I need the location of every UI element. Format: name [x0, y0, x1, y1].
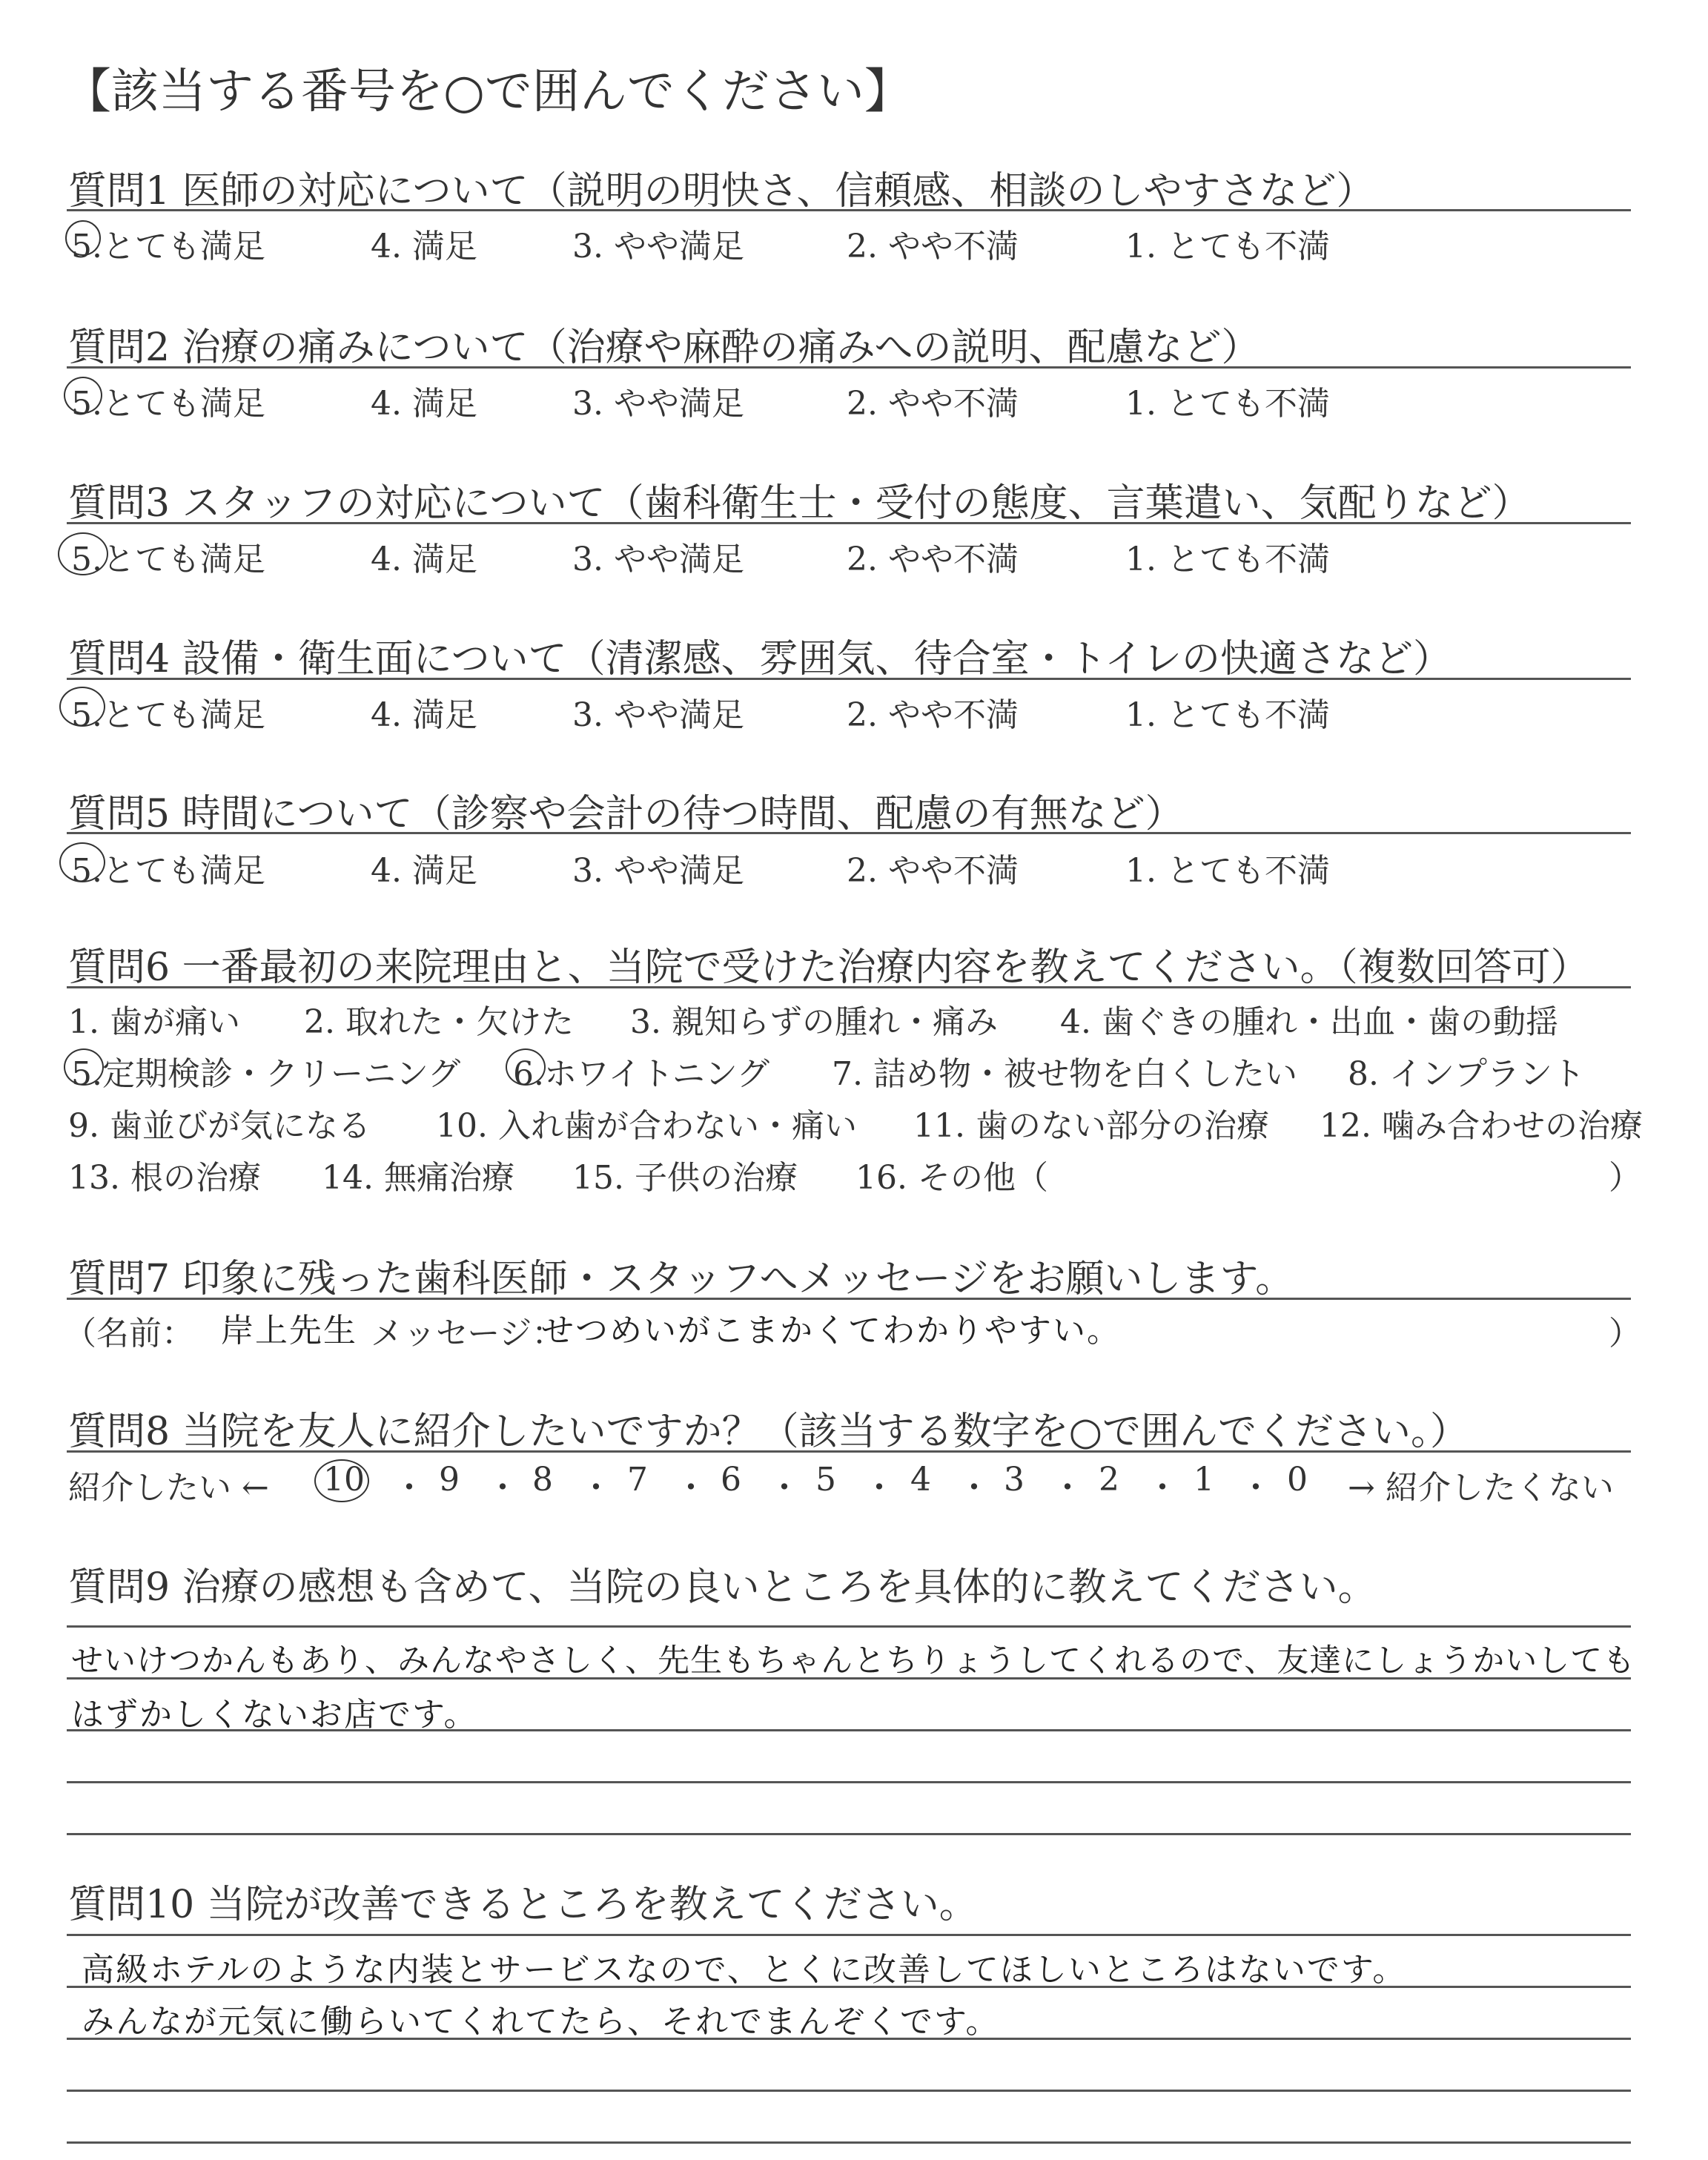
q6-option-16[interactable]: 16. その他（ [855, 1159, 1048, 1197]
q6-option-4[interactable]: 4. 歯ぐきの腫れ・出血・歯の動揺 [1060, 1003, 1558, 1041]
q4-option-1[interactable]: 1. とても不満 [1125, 696, 1330, 734]
question-5-title: 質問5 時間について（診察や会計の待つ時間、配慮の有無など） [68, 792, 1184, 836]
q3-option-4[interactable]: 4. 満足 [371, 541, 477, 578]
scale-separator: ・ [393, 1469, 426, 1507]
question-4-rule [67, 678, 1631, 680]
q5-option-4[interactable]: 4. 満足 [371, 852, 477, 890]
q3-option-1[interactable]: 1. とても不満 [1125, 541, 1330, 578]
q8-scale-6[interactable]: 6 [721, 1461, 741, 1499]
scale-separator: ・ [1146, 1469, 1179, 1507]
q4-option-4[interactable]: 4. 満足 [371, 696, 477, 734]
q4-option-2[interactable]: 2. やや不満 [847, 696, 1019, 734]
q6-option-10[interactable]: 10. 入れ歯が合わない・痛い [436, 1107, 857, 1145]
q6-other-close-paren: ） [1609, 1159, 1641, 1197]
q5-option-3[interactable]: 3. やや満足 [572, 852, 744, 890]
q8-scale-5[interactable]: 5 [815, 1461, 836, 1499]
q9-line-5 [67, 1833, 1631, 1835]
q1-option-4[interactable]: 4. 満足 [371, 228, 477, 265]
question-5-rule [67, 832, 1631, 834]
q6-option-12[interactable]: 12. 噛み合わせの治療 [1320, 1107, 1643, 1145]
q6-option-11[interactable]: 11. 歯のない部分の治療 [913, 1107, 1269, 1145]
q6-option-8[interactable]: 8. インプラント [1348, 1055, 1585, 1093]
scale-separator: ・ [958, 1469, 990, 1507]
q8-scale-0[interactable]: 0 [1287, 1461, 1308, 1499]
q6-option-2[interactable]: 2. 取れた・欠けた [304, 1003, 574, 1041]
q9-line-1 [67, 1625, 1631, 1628]
question-2-rule [67, 366, 1631, 369]
q8-scale-8[interactable]: 8 [532, 1461, 553, 1499]
q1-option-1[interactable]: 1. とても不満 [1125, 228, 1330, 265]
q7-close-paren: ） [1609, 1315, 1641, 1353]
q10-answer-line-1[interactable]: 高級ホテルのような内装とサービスなので、とくに改善してほしいところはないです。 [82, 1951, 1407, 1989]
scale-separator: ・ [768, 1469, 801, 1507]
q1-option-3[interactable]: 3. やや満足 [572, 228, 744, 265]
q3-option-5[interactable]: 5.とても満足 [71, 541, 265, 578]
scale-separator: ・ [863, 1469, 896, 1507]
question-4-title: 質問4 設備・衛生面について（清潔感、雰囲気、待合室・トイレの快適さなど） [68, 637, 1452, 681]
question-3-title: 質問3 スタッフの対応について（歯科衛生士・受付の態度、言葉遣い、気配りなど） [68, 481, 1531, 526]
q8-scale-2[interactable]: 2 [1099, 1461, 1119, 1499]
q2-option-5[interactable]: 5.とても満足 [71, 385, 265, 423]
q6-option-1[interactable]: 1. 歯が痛い [68, 1003, 240, 1041]
q1-option-2[interactable]: 2. やや不満 [847, 228, 1019, 265]
q8-scale-3[interactable]: 3 [1004, 1461, 1025, 1499]
q6-option-14[interactable]: 14. 無痛治療 [322, 1159, 514, 1197]
q10-line-5 [67, 2141, 1631, 2144]
q6-option-5[interactable]: 5.定期検診・クリーニング [71, 1055, 461, 1093]
q5-option-1[interactable]: 1. とても不満 [1125, 852, 1330, 890]
q4-option-3[interactable]: 3. やや満足 [572, 696, 744, 734]
q8-scale-4[interactable]: 4 [910, 1461, 931, 1499]
scale-separator: ・ [486, 1469, 519, 1507]
q6-option-6[interactable]: 6.ホワイトニング [513, 1055, 770, 1093]
page-title: 【該当する番号を○で囲んでください】 [64, 65, 912, 119]
scale-separator: ・ [675, 1469, 707, 1507]
question-1-title: 質問1 医師の対応について（説明の明快さ、信頼感、相談のしやすさなど） [68, 169, 1375, 214]
q9-answer-line-1[interactable]: せいけつかんもあり、みんなやさしく、先生もちゃんとちりょうしてくれるので、友達にしょうかいしても [71, 1642, 1636, 1680]
q6-option-15[interactable]: 15. 子供の治療 [572, 1159, 798, 1197]
question-2-title: 質問2 治療の痛みについて（治療や麻酔の痛みへの説明、配慮など） [68, 326, 1260, 370]
question-3-rule [67, 522, 1631, 524]
q8-right-label: → 紹介したくない [1348, 1469, 1614, 1507]
question-8-rule [67, 1450, 1631, 1453]
q6-option-3[interactable]: 3. 親知らずの腫れ・痛み [630, 1003, 998, 1041]
scale-separator: ・ [1051, 1469, 1084, 1507]
question-9-title: 質問9 治療の感想も含めて、当院の良いところを具体的に教えてください。 [68, 1565, 1377, 1610]
q2-option-1[interactable]: 1. とても不満 [1125, 385, 1330, 423]
q6-option-13[interactable]: 13. 根の治療 [68, 1159, 261, 1197]
question-8-title: 質問8 当院を友人に紹介したいですか？（該当する数字を○で囲んでください。） [68, 1410, 1469, 1454]
q7-name-value[interactable]: 岸上先生 [221, 1312, 357, 1350]
q8-scale-9[interactable]: 9 [439, 1461, 460, 1499]
q6-option-9[interactable]: 9. 歯並びが気になる [68, 1107, 371, 1145]
scale-separator: ・ [580, 1469, 612, 1507]
scale-separator: ・ [1239, 1469, 1272, 1507]
q8-scale-7[interactable]: 7 [627, 1461, 648, 1499]
question-7-title: 質問7 印象に残った歯科医師・スタッフへメッセージをお願いします。 [68, 1257, 1294, 1301]
q8-scale-10[interactable]: 10 [323, 1461, 365, 1499]
question-7-rule [67, 1298, 1631, 1300]
q2-option-3[interactable]: 3. やや満足 [572, 385, 744, 423]
q7-name-label: （名前： [64, 1315, 194, 1353]
q5-option-5[interactable]: 5.とても満足 [71, 852, 265, 890]
q9-answer-line-2[interactable]: はずかしくないお店です。 [71, 1696, 478, 1734]
question-1-rule [67, 209, 1631, 211]
q1-option-5[interactable]: 5.とても満足 [71, 228, 265, 265]
q4-option-5[interactable]: 5.とても満足 [71, 696, 265, 734]
q2-option-2[interactable]: 2. やや不満 [847, 385, 1019, 423]
q6-option-7[interactable]: 7. 詰め物・被せ物を白くしたい [832, 1055, 1297, 1093]
q8-left-label: 紹介したい ← [68, 1469, 269, 1507]
q7-message-value[interactable]: せつめいがこまかくてわかりやすい。 [541, 1312, 1121, 1350]
q2-option-4[interactable]: 4. 満足 [371, 385, 477, 423]
q3-option-3[interactable]: 3. やや満足 [572, 541, 744, 578]
question-6-rule [67, 986, 1631, 988]
q7-message-label: メッセージ： [371, 1315, 565, 1353]
q10-line-4 [67, 2090, 1631, 2092]
question-6-title: 質問6 一番最初の来院理由と、当院で受けた治療内容を教えてください。（複数回答可） [68, 945, 1589, 990]
q8-scale-1[interactable]: 1 [1194, 1461, 1214, 1499]
q10-answer-line-2[interactable]: みんなが元気に働らいてくれてたら、それでまんぞくです。 [82, 2003, 1000, 2041]
question-10-title: 質問10 当院が改善できるところを教えてください。 [68, 1883, 978, 1927]
q5-option-2[interactable]: 2. やや不満 [847, 852, 1019, 890]
q10-line-1 [67, 1934, 1631, 1936]
q9-line-4 [67, 1781, 1631, 1783]
q3-option-2[interactable]: 2. やや不満 [847, 541, 1019, 578]
